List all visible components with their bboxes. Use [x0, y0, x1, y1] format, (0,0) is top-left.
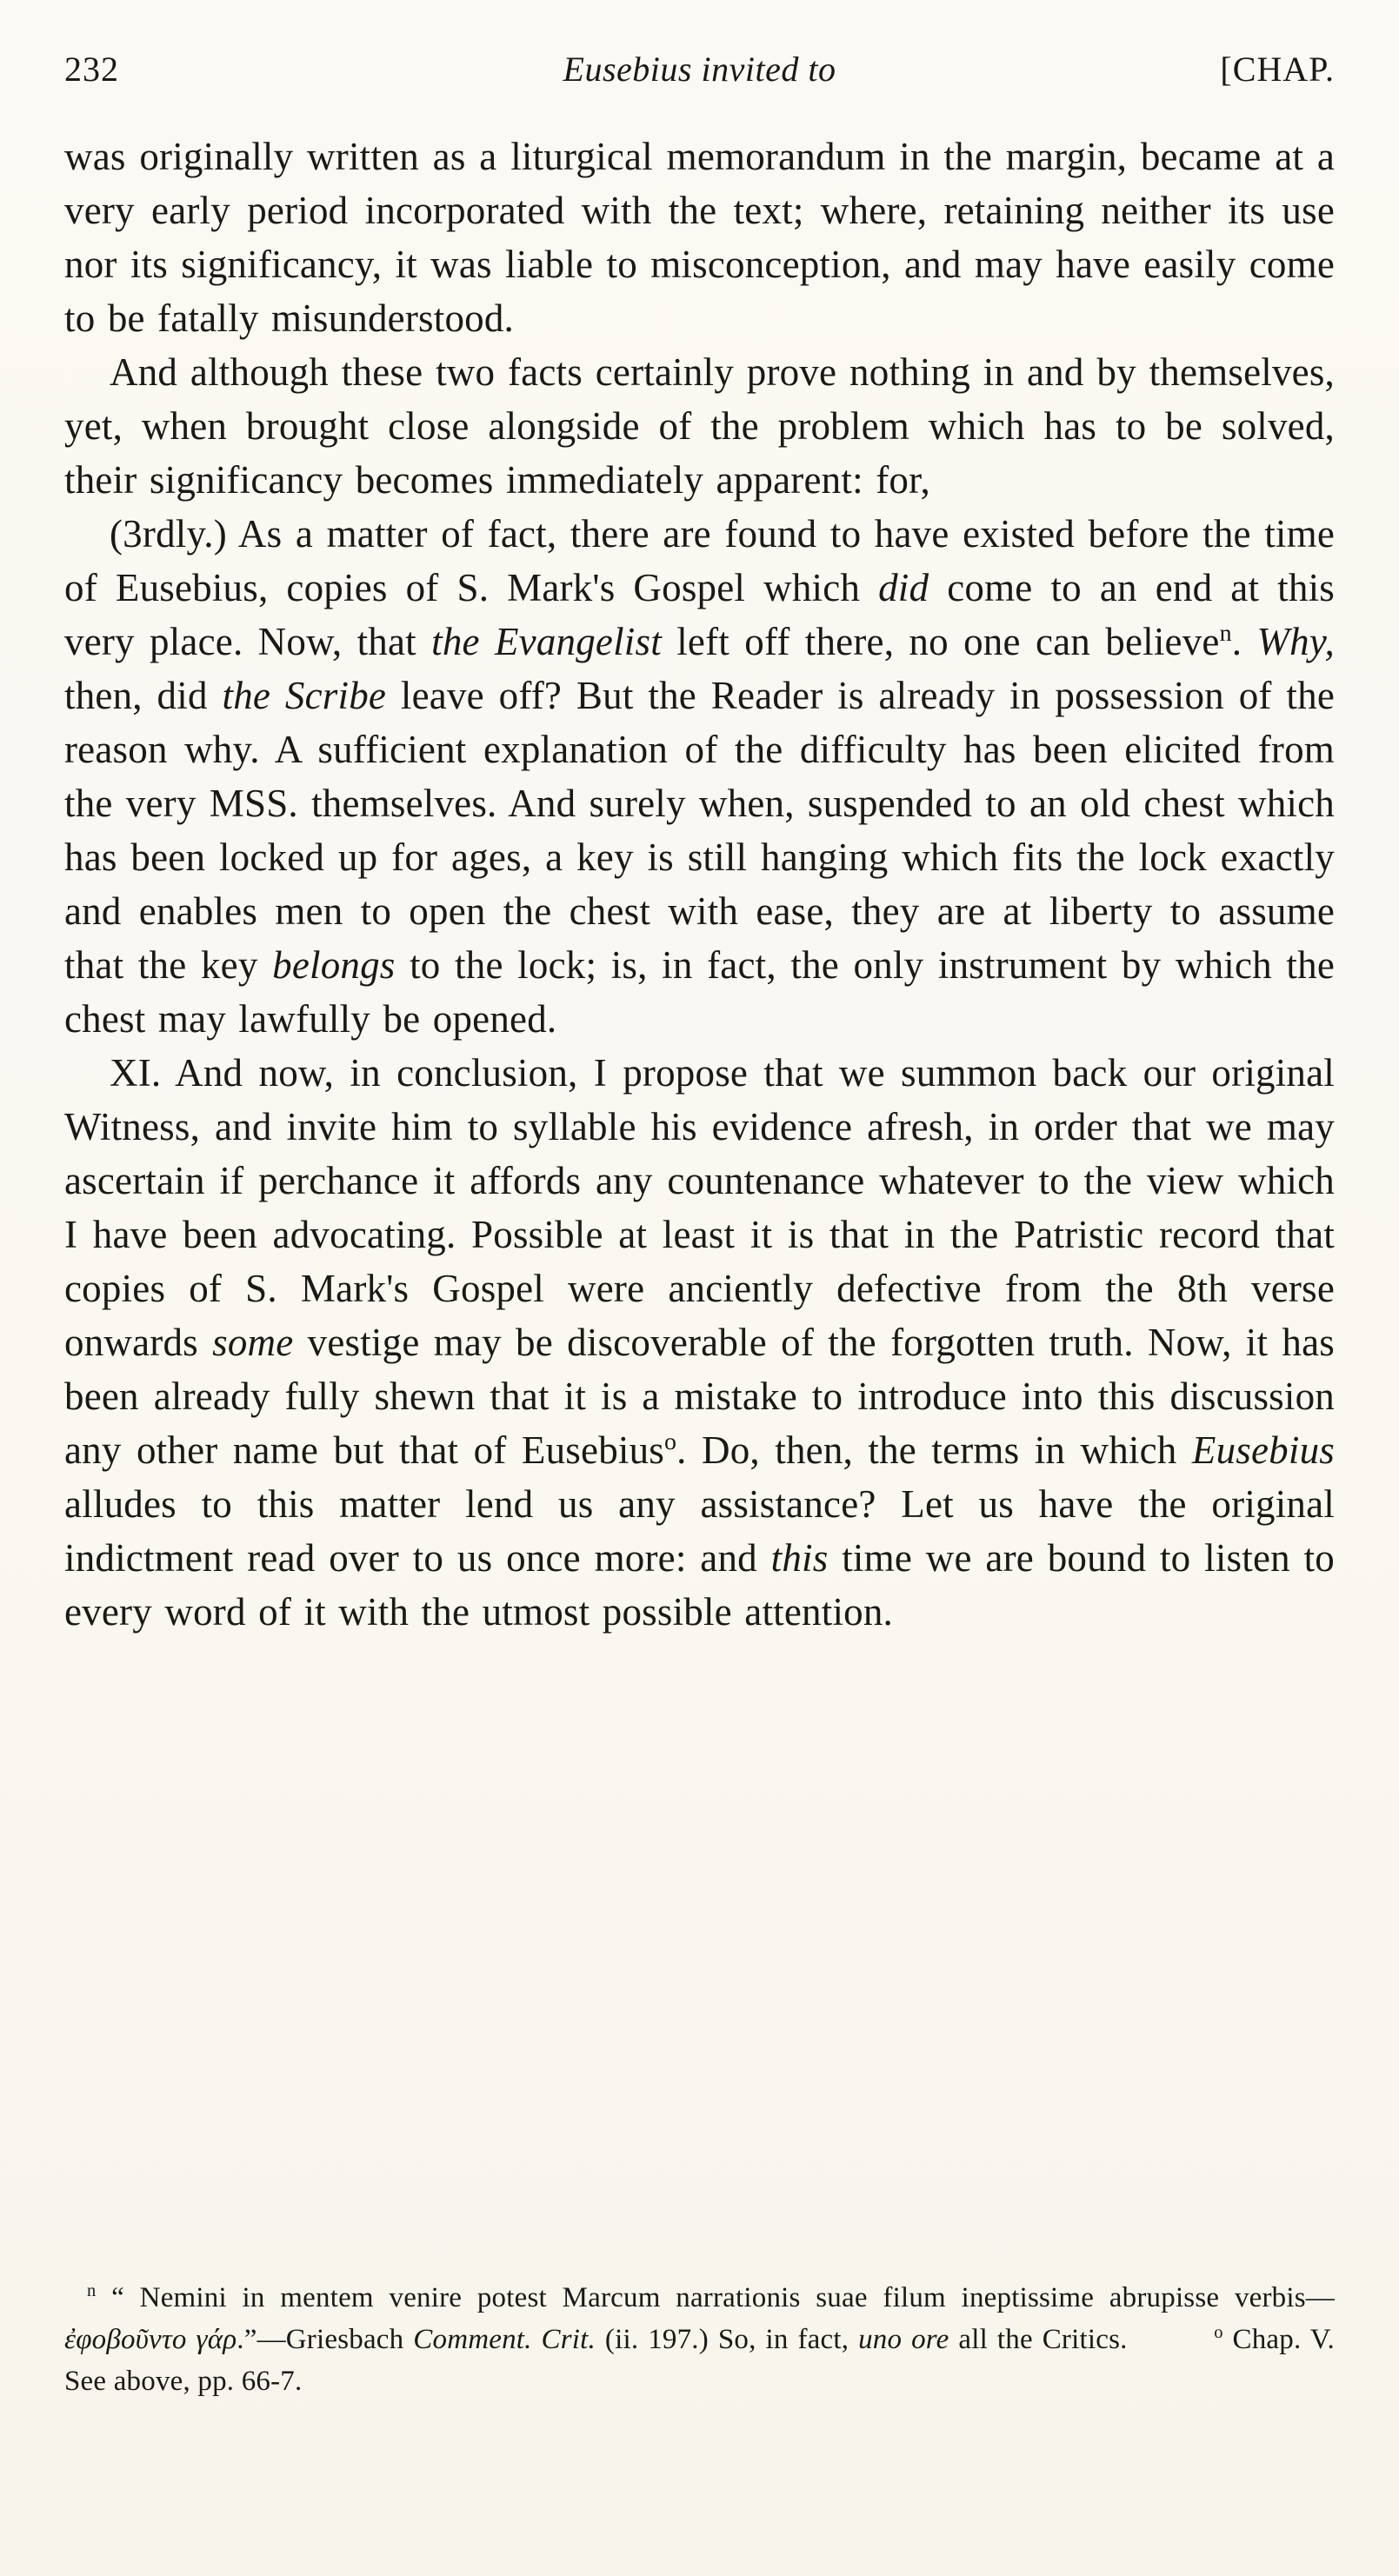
footnotes: [64, 2277, 1335, 2402]
page-header: [64, 49, 1335, 90]
text-run: (3rdly.) As a matter of fact, there are found to have existed before the time of Eusebius, copies of S. Mark's Gospel which: [64, 512, 1335, 609]
italic-text: some: [212, 1321, 294, 1364]
italic-text: the Evangelist: [431, 620, 662, 663]
paragraph: [64, 345, 1335, 507]
text-run: then, did: [64, 674, 223, 717]
text-run: vestige may be discoverable of the forgotten truth. Now, it has been already fully shewn that it is a mistake to introduce into this discussion any other name but that of Eusebius: [64, 1321, 1335, 1472]
footnote: [64, 2277, 1335, 2402]
italic-text: Comment. Crit.: [413, 2324, 596, 2355]
italic-text: did: [878, 566, 929, 609]
italic-text: this: [770, 1536, 829, 1580]
body-text: [64, 130, 1335, 1639]
page-number: 232: [64, 50, 119, 89]
text-run: all the Critics.: [949, 2324, 1128, 2355]
italic-text: belongs: [272, 943, 396, 987]
text-run: “ Nemini in mentem venire potest Marcum narrationis suae filum ineptissime abrupisse verbis—: [96, 2282, 1335, 2313]
running-title: Eusebius invited to: [563, 50, 836, 89]
text-run: left off there, no one can believe: [661, 620, 1220, 663]
text-run: to the lock; is, in fact, the only instrument by which the chest may lawfully be opened.: [64, 943, 1335, 1041]
text-run: [1128, 2324, 1215, 2355]
italic-text: Eusebius: [1191, 1428, 1335, 1472]
text-run: (ii. 197.) So, in fact,: [595, 2324, 859, 2355]
italic-text: Why,: [1256, 620, 1336, 663]
text-run: .: [1231, 620, 1257, 663]
paragraph: [64, 1046, 1335, 1639]
text-run: leave off? But the Reader is already in possession of the reason why. A sufficient explanation of the difficulty has been elicited from the very MSS. themselves. And surely when, suspended to an old chest which has been locked up for ages, a key is still hanging which fits the lock exactly and enables men to open the chest with ease, they are at liberty to assume that the key: [64, 674, 1336, 987]
italic-text: ἐφοβοῦντο γάρ: [64, 2324, 237, 2355]
footnote-marker: o: [664, 1428, 677, 1455]
text-run: Chap. V. See above, pp. 66-7.: [64, 2324, 1335, 2397]
footnote-marker: n: [1219, 620, 1232, 647]
text-run: time we are bound to listen to every word of it with the utmost possible attention.: [64, 1536, 1335, 1634]
text-run: XI. And now, in conclusion, I propose that we summon back our original Witness, and invite him to syllable his evidence afresh, in order that we may ascertain if perchance it affords any countenance whatever to the view which I have been advocating. Possible at least it is that in the Patristic record that copies of S. Mark's Gospel were anciently defective from the 8th verse onwards: [64, 1051, 1335, 1364]
text-run: was originally written as a liturgical memorandum in the margin, became at a very early period incorporated with the text; where, retaining neither its use nor its significancy, it was liable to misconception, and may have easily come to be fatally misunderstood.: [64, 135, 1335, 340]
italic-text: the Scribe: [222, 674, 387, 717]
paragraph: [64, 130, 1335, 345]
italic-text: uno ore: [858, 2324, 949, 2355]
text-run: come to an end at this very place. Now, that: [64, 566, 1335, 663]
footnote-marker: o: [1214, 2323, 1223, 2342]
paragraph: [64, 507, 1335, 1046]
text-run: . Do, then, the terms in which: [676, 1428, 1192, 1472]
footnote-marker: n: [87, 2281, 97, 2300]
text-run: alludes to this matter lend us any assistance? Let us have the original indictment read over to us once more: and: [64, 1482, 1335, 1580]
chapter-marker: [CHAP.: [1220, 50, 1335, 89]
text-run: And although these two facts certainly prove nothing in and by themselves, yet, when brought close alongside of the problem which has to be solved, their significancy becomes immediately apparent: for,: [64, 350, 1335, 502]
text-run: .”—Griesbach: [236, 2324, 414, 2355]
